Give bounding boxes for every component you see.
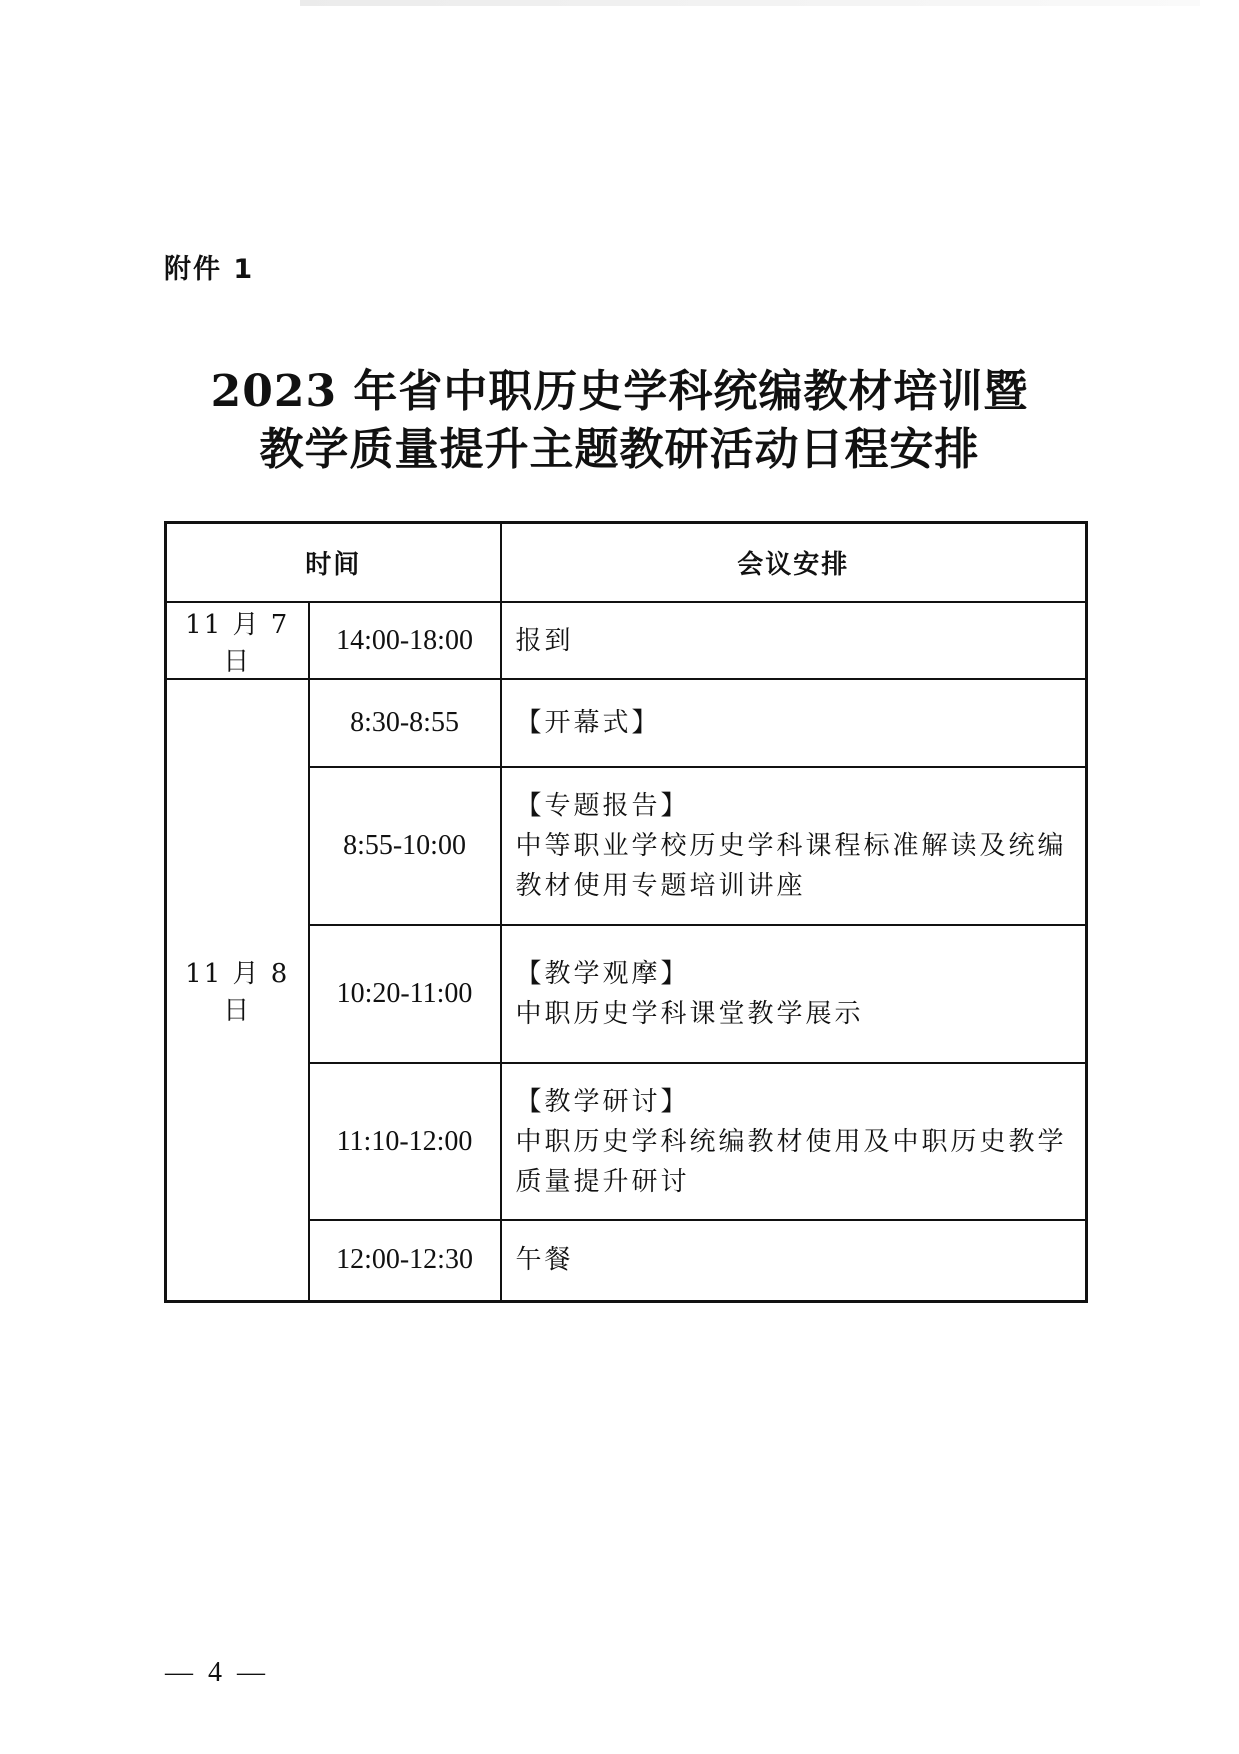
- time-cell: 10:20-11:00: [309, 925, 501, 1063]
- agenda-heading: 【教学研讨】: [515, 1086, 690, 1117]
- agenda-heading: 【教学观摩】: [515, 959, 690, 989]
- agenda-cell: [501, 925, 1087, 1063]
- table-row: [166, 679, 1087, 767]
- attachment-label: 附件 1: [164, 254, 255, 285]
- agenda-heading: 午餐: [515, 1245, 574, 1276]
- agenda-detail: 中职历史学科课堂教学展示: [515, 999, 864, 1029]
- agenda-cell: [501, 602, 1087, 679]
- agenda-cell: [501, 1063, 1087, 1220]
- header-agenda: 会议安排: [501, 523, 1087, 603]
- agenda-heading: 报到: [515, 625, 574, 656]
- agenda-detail: 中职历史学科统编教材使用及中职历史教学质量提升研讨: [515, 1126, 1067, 1197]
- agenda-cell: [501, 679, 1087, 767]
- time-cell: 8:30-8:55: [309, 679, 501, 767]
- agenda-heading: 【专题报告】: [515, 791, 690, 821]
- date-cell: 11 月 8 日: [166, 679, 309, 1301]
- agenda-heading: 【开幕式】: [515, 708, 661, 738]
- time-cell: 12:00-12:30: [309, 1220, 501, 1301]
- page-number: — 4 —: [165, 1657, 269, 1688]
- document-title-line-2: 教学质量提升主题教研活动日程安排: [259, 424, 980, 475]
- document-title-line-1: 2023 年省中职历史学科统编教材培训暨: [210, 366, 1029, 417]
- table-row: [166, 602, 1087, 679]
- table-header-row: [166, 523, 1087, 603]
- time-cell: 8:55-10:00: [309, 767, 501, 925]
- scan-artifact: [300, 0, 1200, 6]
- agenda-cell: [501, 1220, 1087, 1301]
- schedule-table: [164, 521, 1088, 1303]
- time-cell: 14:00-18:00: [309, 602, 501, 679]
- date-cell: 11 月 7 日: [166, 602, 309, 679]
- agenda-detail: 中等职业学校历史学科课程标准解读及统编教材使用专题培训讲座: [515, 831, 1067, 901]
- agenda-cell: [501, 767, 1087, 925]
- header-time: 时间: [166, 523, 501, 603]
- time-cell: 11:10-12:00: [309, 1063, 501, 1220]
